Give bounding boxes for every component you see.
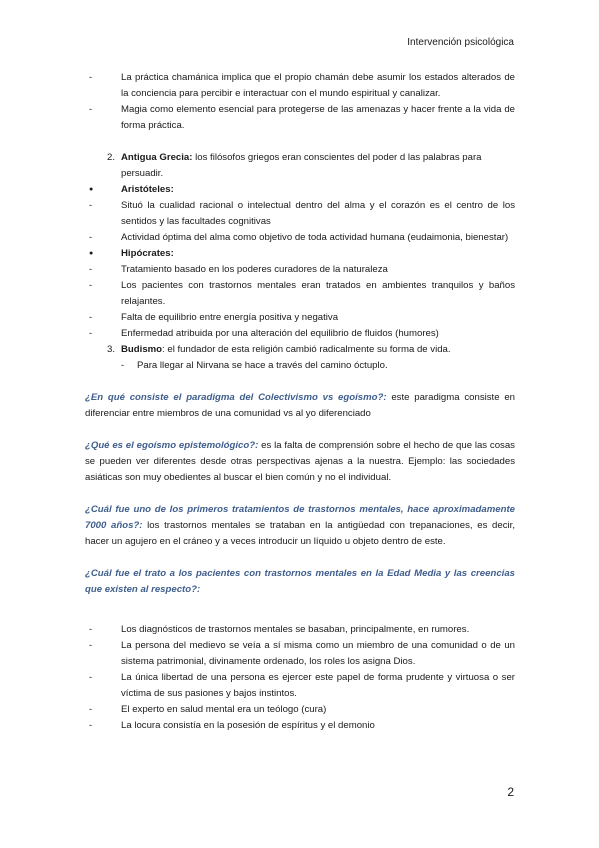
section-title: Budismo xyxy=(121,344,163,355)
list-item: - Los pacientes con trastornos mentales eran tratados en ambientes tranquilos y baños relajantes. xyxy=(85,278,515,310)
list-item: - Tratamiento basado en los poderes curadores de la naturaleza xyxy=(85,262,515,278)
running-header: Intervención psicológica xyxy=(407,37,514,48)
list-item: - La locura consistía en la posesión de espíritus y el demonio xyxy=(85,718,515,734)
qa-paragraph xyxy=(85,390,515,422)
question: ¿Cuál fue uno de los primeros tratamientos de trastornos mentales, hace aproximadamente 7000 años?: xyxy=(85,504,515,531)
section-text: : el fundador de esta religión cambió radicalmente su forma de vida. xyxy=(162,344,451,355)
list-item: - Magia como elemento esencial para protegerse de las amenazas y hacer frente a la vida de forma práctica. xyxy=(85,102,515,134)
answer: es la falta de comprensión sobre el hecho de que las cosas se pueden ver diferentes desde otras perspectivas ajenas a la nuestra. Ejemplo: las sociedades asiáticas son muy obedientes al buscar el bien común y no el individual. xyxy=(85,440,515,483)
list-item: - Los diagnósticos de trastornos mentales se basaban, principalmente, en rumores. xyxy=(85,622,515,638)
section-title: Antigua Grecia: xyxy=(121,152,193,163)
list-item: - Enfermedad atribuida por una alteración del equilibrio de fluidos (humores) xyxy=(85,326,515,342)
item-number: 2. xyxy=(107,152,116,163)
list-item: - Para llegar al Nirvana se hace a través del camino óctuplo. xyxy=(85,358,515,374)
list-item: - El experto en salud mental era un teólogo (cura) xyxy=(85,702,515,718)
bullet-hipocrates: ● Hipócrates: xyxy=(85,246,515,262)
list-item: - Actividad óptima del alma como objetivo de toda actividad humana (eudaimonia, bienestar) xyxy=(85,230,515,246)
numbered-item-budismo xyxy=(85,342,515,358)
answer: este paradigma consiste en diferenciar entre miembros de una comunidad vs al yo diferenciado xyxy=(85,392,515,419)
page-number: 2 xyxy=(507,785,514,799)
numbered-item-greece xyxy=(85,150,515,182)
item-number: 3. xyxy=(107,344,116,355)
list-item: - Falta de equilibrio entre energía positiva y negativa xyxy=(85,310,515,326)
answer: los trastornos mentales se trataban en la antigüedad con trepanaciones, es decir, hacer un agujero en el cráneo y a veces introducir un líquido u objeto dentro de este. xyxy=(85,520,515,547)
qa-paragraph xyxy=(85,566,515,598)
list-item: - La práctica chamánica implica que el propio chamán debe asumir los estados alterados de la conciencia para percibir e interactuar con el mundo espiritual y canalizar. xyxy=(85,70,515,102)
page-body xyxy=(85,70,515,734)
list-item: - La persona del medievo se veía a sí misma como un miembro de una comunidad o de un sistema patrimonial, divinamente ordenado, los roles los asigna Dios. xyxy=(85,638,515,670)
list-item: - Situó la cualidad racional o intelectual dentro del alma y el corazón es el centro de los sentidos y las facultades cognitivas xyxy=(85,198,515,230)
question: ¿En qué consiste el paradigma del Colectivismo vs egoísmo?: xyxy=(85,392,387,403)
question: ¿Qué es el egoísmo epistemológico?: xyxy=(85,440,259,451)
bullet-aristoteles: ● Aristóteles: xyxy=(85,182,515,198)
qa-paragraph xyxy=(85,502,515,550)
list-item: - La única libertad de una persona es ejercer este papel de forma prudente y virtuosa o ser víctima de sus pasiones y bajos instintos. xyxy=(85,670,515,702)
section-text: los filósofos griegos eran conscientes del poder d las palabras para persuadir. xyxy=(121,152,482,179)
question: ¿Cuál fue el trato a los pacientes con trastornos mentales en la Edad Media y las creencias que existen al respecto?: xyxy=(85,568,515,595)
qa-paragraph xyxy=(85,438,515,486)
